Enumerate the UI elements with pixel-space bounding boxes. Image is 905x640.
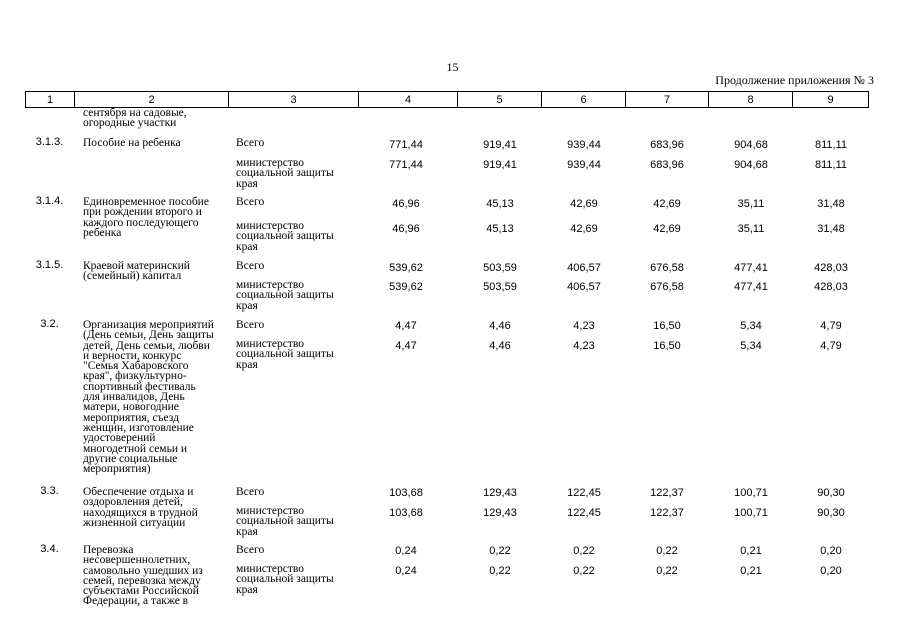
funding-source-total: Всего [236,319,265,331]
activity-name: Единовременное пособие при рождении второго и каждого последующего ребенка [83,196,209,239]
value-cell: 42,69 [570,223,598,235]
value-cell: 4,79 [820,320,842,332]
value-cell: 5,34 [740,340,762,352]
value-cell: 4,46 [489,340,511,352]
value-cell: 676,58 [650,281,684,293]
activity-name: Краевой материнский (семейный) капитал [83,260,190,283]
value-cell: 539,62 [389,281,423,293]
value-cell: 683,96 [650,159,684,171]
value-cell: 122,37 [650,507,684,519]
value-cell: 503,59 [483,262,517,274]
value-cell: 0,22 [489,565,511,577]
value-cell: 46,96 [392,198,420,210]
value-cell: 35,11 [737,198,765,210]
appendix-continuation-note: Продолжение приложения № 3 [715,73,874,87]
value-cell: 122,37 [650,487,684,499]
value-cell: 406,57 [567,262,601,274]
column-header-8: 8 [709,92,793,108]
funding-source-ministry: министерство социальной защиты края [236,220,334,253]
value-cell: 31,48 [817,223,845,235]
funding-source-total: Всего [236,137,265,149]
value-cell: 428,03 [814,281,848,293]
value-cell: 90,30 [817,487,845,499]
activity-name: Обеспечение отдыха и оздоровления детей, находящихся в трудной жизненной ситуации [83,486,198,529]
value-cell: 5,34 [740,320,762,332]
value-cell: 129,43 [483,507,517,519]
value-cell: 676,58 [650,262,684,274]
value-cell: 919,41 [483,139,517,151]
row-number: 3.4. [40,543,59,555]
value-cell: 939,44 [567,139,601,151]
row-number: 3.1.5. [35,259,64,271]
value-cell: 4,47 [395,340,417,352]
value-cell: 46,96 [392,223,420,235]
value-cell: 45,13 [486,198,514,210]
value-cell: 919,41 [483,159,517,171]
column-header-5: 5 [458,92,542,108]
column-header-7: 7 [626,92,709,108]
funding-source-total: Всего [236,196,265,208]
value-cell: 811,11 [814,159,847,171]
funding-source-ministry: министерство социальной защиты края [236,279,334,312]
value-cell: 100,71 [734,487,768,499]
column-number-header [25,91,869,108]
column-header-4: 4 [359,92,458,108]
value-cell: 16,50 [653,340,681,352]
value-cell: 90,30 [817,507,845,519]
value-cell: 129,43 [483,487,517,499]
value-cell: 103,68 [389,487,423,499]
value-cell: 42,69 [653,223,681,235]
row-number: 3.3. [40,485,59,497]
column-header-2: 2 [75,92,229,108]
value-cell: 0,24 [395,565,417,577]
value-cell: 4,46 [489,320,511,332]
value-cell: 904,68 [734,159,768,171]
column-header-3: 3 [229,92,359,108]
value-cell: 122,45 [567,487,601,499]
value-cell: 539,62 [389,262,423,274]
value-cell: 4,23 [573,340,595,352]
value-cell: 0,20 [820,565,842,577]
value-cell: 904,68 [734,139,768,151]
funding-source-ministry: министерство социальной защиты края [236,338,334,371]
funding-source-ministry: министерство социальной защиты края [236,505,334,538]
column-header-9: 9 [793,92,869,108]
value-cell: 31,48 [817,198,845,210]
carry-over-text: сентября на садовые, огородные участки [83,107,187,130]
value-cell: 4,47 [395,320,417,332]
value-cell: 0,21 [740,565,762,577]
funding-source-ministry: министерство социальной защиты края [236,563,334,596]
value-cell: 16,50 [653,320,681,332]
value-cell: 477,41 [734,262,768,274]
value-cell: 0,21 [740,545,762,557]
activity-name: Организация мероприятий (День семьи, День защиты детей, День семьи, любви и верности, конкурс "Семья Хабаровского края", физкультурно- спортивный фестиваль для инвалидов, День матери, новогодние мероприятия, съезд женщин, изготовление удостоверений многодетной семьи и другие социальные мероприятия) [83,319,214,476]
activity-name: Пособие на ребенка [83,137,181,149]
value-cell: 45,13 [486,223,514,235]
value-cell: 4,79 [820,340,842,352]
value-cell: 406,57 [567,281,601,293]
value-cell: 0,22 [656,565,678,577]
funding-source-total: Всего [236,544,265,556]
column-header-6: 6 [542,92,626,108]
row-number: 3.1.3. [35,136,64,148]
value-cell: 100,71 [734,507,768,519]
activity-name: Перевозка несовершеннолетних, самовольно ушедших из семей, перевозка между субъектами Российской Федерации, а также в [83,544,203,608]
value-cell: 0,22 [656,545,678,557]
value-cell: 811,11 [814,139,847,151]
value-cell: 0,22 [573,545,595,557]
value-cell: 771,44 [389,139,423,151]
row-number: 3.1.4. [35,195,64,207]
value-cell: 0,22 [489,545,511,557]
value-cell: 503,59 [483,281,517,293]
column-header-1: 1 [26,92,75,108]
value-cell: 477,41 [734,281,768,293]
value-cell: 103,68 [389,507,423,519]
value-cell: 0,20 [820,545,842,557]
page-number: 15 [446,60,459,74]
value-cell: 4,23 [573,320,595,332]
funding-source-ministry: министерство социальной защиты края [236,157,334,190]
funding-source-total: Всего [236,486,265,498]
value-cell: 0,22 [573,565,595,577]
value-cell: 42,69 [570,198,598,210]
value-cell: 122,45 [567,507,601,519]
value-cell: 35,11 [737,223,765,235]
value-cell: 42,69 [653,198,681,210]
funding-source-total: Всего [236,260,265,272]
value-cell: 771,44 [389,159,423,171]
value-cell: 428,03 [814,262,848,274]
value-cell: 0,24 [395,545,417,557]
value-cell: 683,96 [650,139,684,151]
row-number: 3.2. [40,318,59,330]
value-cell: 939,44 [567,159,601,171]
